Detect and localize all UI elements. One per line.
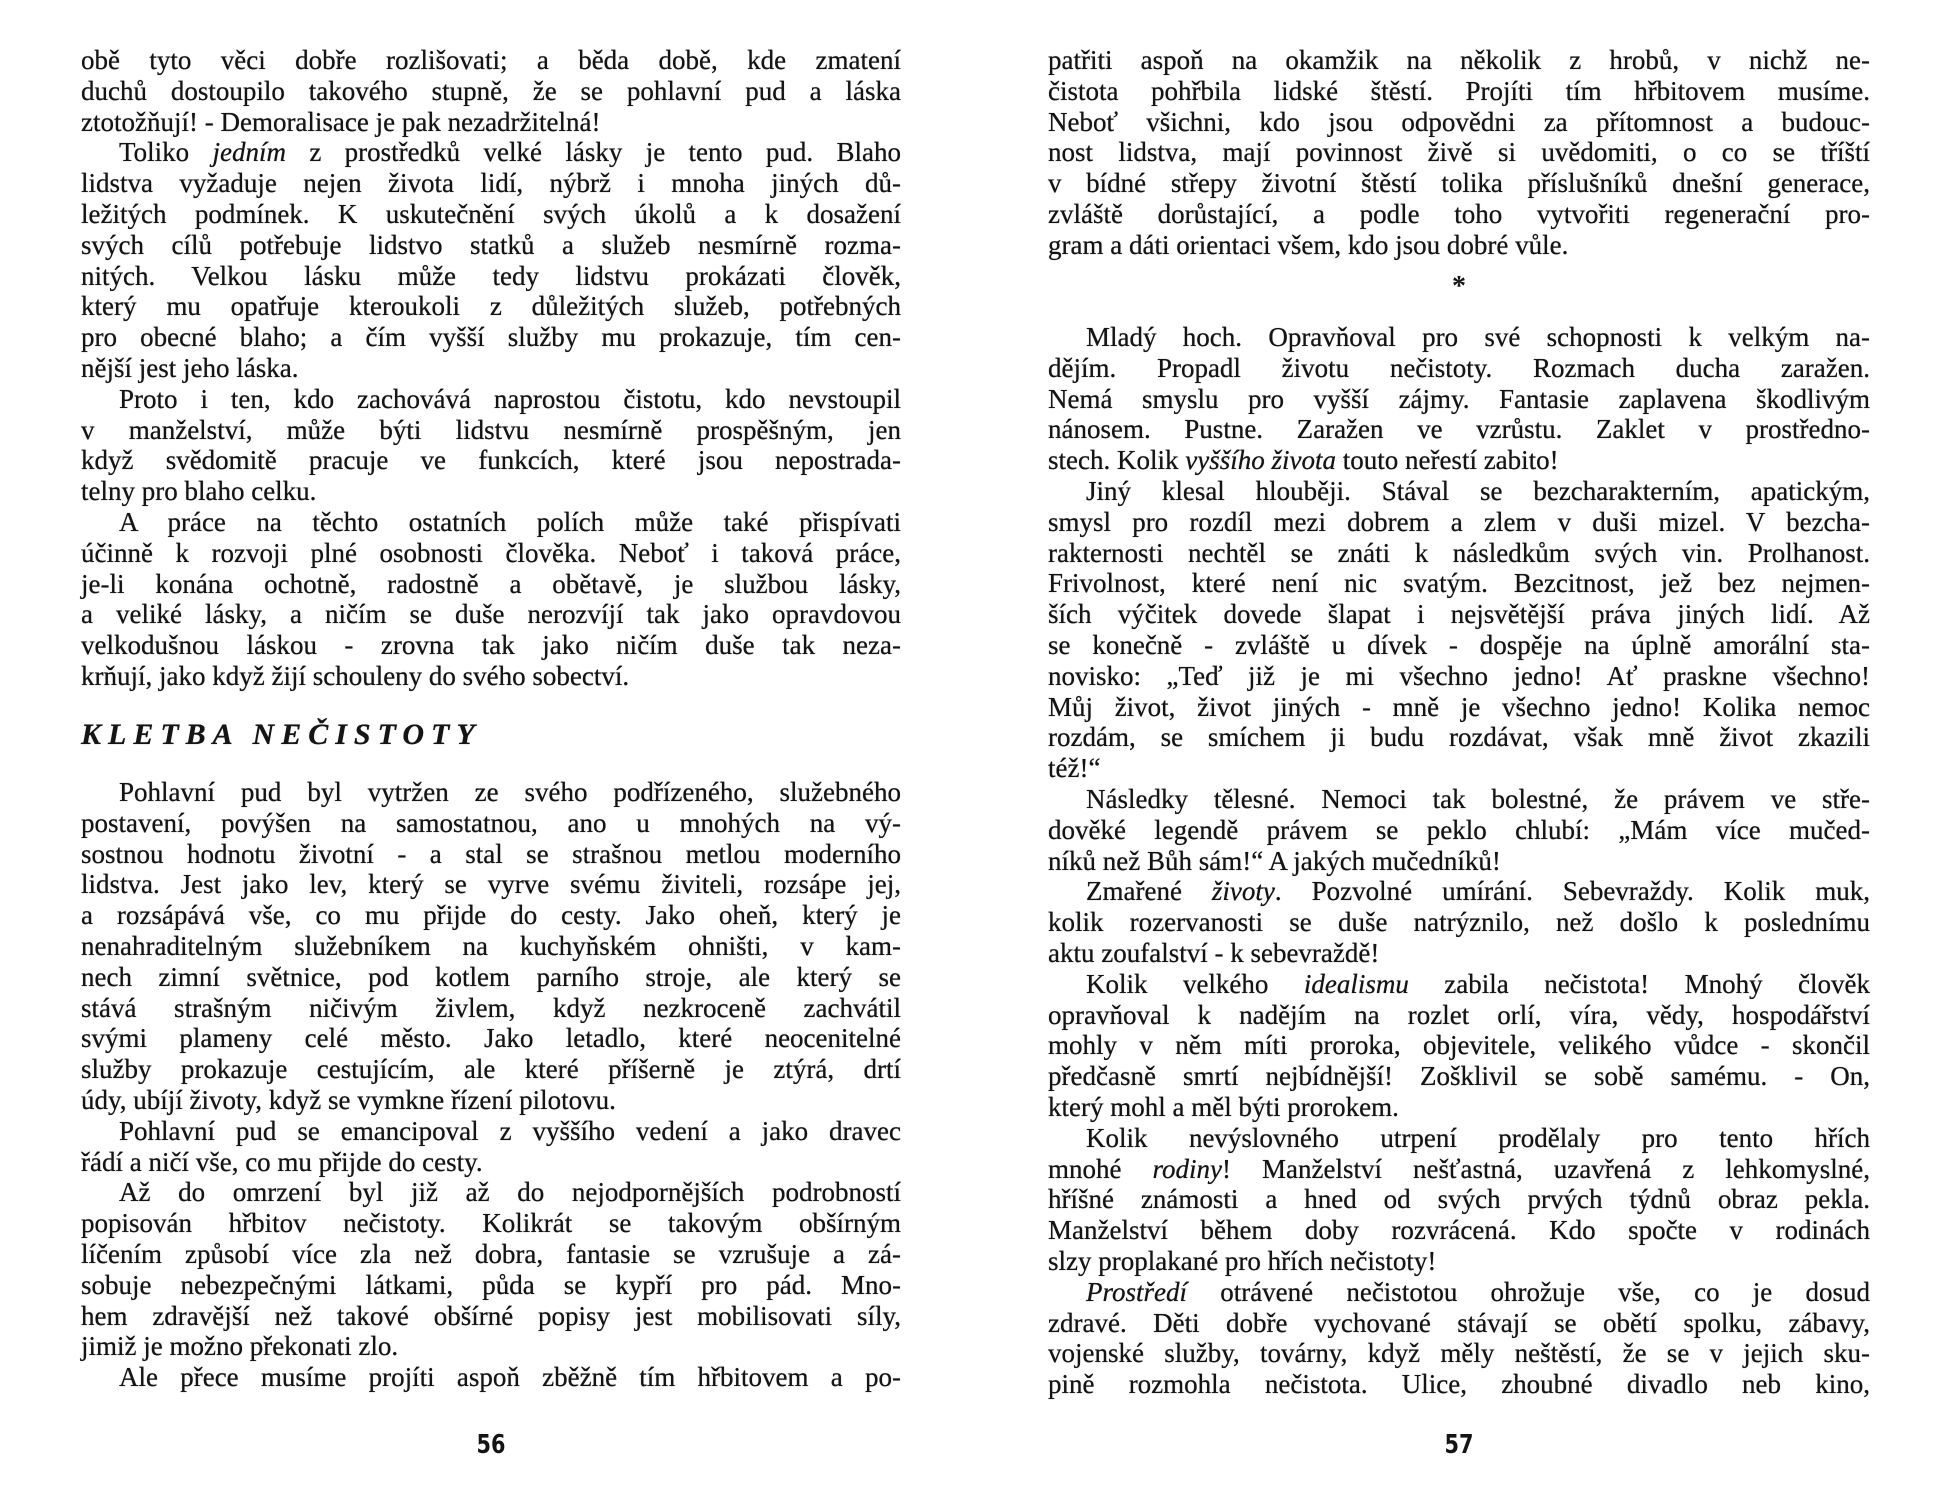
text-line: Následky tělesné. Nemoci tak bolestné, že právem ve stře- (1086, 783, 1870, 814)
text-line: je-li konána ochotně, radostně a obětavě, je službou lásky, (81, 568, 901, 599)
text-line: patřiti aspoň na okamžik na několik z hrobů, v nichž ne- (1048, 45, 1870, 75)
chapter-heading: KLETBA NEČISTOTY (81, 718, 482, 751)
text-line: postavení, povýšen na samostatnou, ano u mnohých na vý- (81, 807, 901, 838)
text-line: líčením způsobí více zla než dobra, fantasie se vzrušuje a zá- (81, 1238, 901, 1269)
text-line: služby prokazuje cestujícím, ale které příšerně je ztýrá, drtí (81, 1054, 901, 1085)
text-line: též!“ (1048, 753, 1101, 784)
text-block (81, 45, 901, 692)
text-line (1048, 876, 1870, 907)
text-segment: otrávené nečistotou ohrožuje vše, co je dosud (1187, 1276, 1870, 1307)
emphasized-text: rodiny (1152, 1153, 1223, 1184)
text-line: Můj život, život jiných - mně je všechno jedno! Kolika nemoc (1048, 691, 1870, 722)
text-line: telny pro blaho celku. (81, 476, 317, 507)
page-number: 56 (476, 1430, 506, 1460)
text-line: Nemá smyslu pro vyšší zájmy. Fantasie zaplavena škodlivým (1048, 383, 1870, 414)
text-line: a rozsápává vše, co mu přijde do cesty. Jako oheň, který je (81, 900, 901, 931)
text-line: ztotožňují! - Demoralisace je pak nezadržitelná! (81, 106, 601, 137)
text-line: A práce na těchto ostatních polích může také přispívati (119, 506, 901, 537)
text-line: v bídné střepy životní štěstí tolika příslušníků dnešní generace, (1048, 168, 1870, 199)
page-right (1048, 0, 1870, 1500)
text-line: zvláště dorůstající, a podle toho vytvořiti regenerační pro- (1048, 198, 1870, 229)
text-line: aktu zoufalství - k sebevraždě! (1048, 937, 1380, 968)
text-line: lidstva vyžaduje nejen života lidí, nýbrž i mnoha jiných dů- (81, 168, 901, 199)
text-line: smysl pro rozdíl mezi dobrem a zlem v duši mizel. V bezcha- (1048, 506, 1870, 537)
text-line: novisko: „Teď již je mi všechno jedno! Ať praskne všechno! (1048, 660, 1870, 691)
emphasized-text: Prostředí (1086, 1276, 1187, 1307)
text-line (1048, 969, 1870, 1000)
page-number: 57 (1444, 1430, 1474, 1460)
text-line: rakternosti nechtěl se znáti k následkům svých vin. Prolhanost. (1048, 537, 1870, 568)
text-line: Pohlavní pud se emancipoval z vyššího vedení a jako dravec (119, 1115, 901, 1146)
text-block (1048, 322, 1870, 1400)
text-line: Ale přece musíme projíti aspoň zběžně tím hřbitovem a po- (119, 1362, 901, 1393)
text-line: ležitých podmínek. K uskutečnění svých úkolů a k dosažení (81, 198, 901, 229)
text-line: nitých. Velkou lásku může tedy lidstvu prokázati člověk, (81, 260, 901, 291)
text-line: Neboť všichni, kdo jsou odpovědni za přítomnost a budouc- (1048, 106, 1870, 137)
text-line: údy, ubíjí životy, když se vymkne řízení pilotovu. (81, 1084, 616, 1115)
text-line (81, 137, 901, 168)
text-line: rozdám, se smíchem ji budu rozdávat, však mně život zkazili (1048, 722, 1870, 753)
text-line: řádí a ničí vše, co mu přijde do cesty. (81, 1146, 483, 1177)
text-line: ších výčitek dovede šlapat i nejsvětější práva jiných lidí. Až (1048, 599, 1870, 630)
text-line: níků než Bůh sám!“ A jakých mučedníků! (1048, 845, 1501, 876)
text-line: popisován hřbitov nečistoty. Kolikrát se takovým obšírným (81, 1208, 901, 1239)
text-line: obě tyto věci dobře rozlišovati; a běda době, kde zmatení (81, 45, 901, 75)
text-line: svými plameny celé město. Jako letadlo, které neocenitelné (81, 1023, 901, 1054)
text-line: se konečně - zvláště u dívek - dospěje na úplně amorální sta- (1048, 629, 1870, 660)
text-line: nenahraditelným služebníkem na kuchyňském ohništi, v kam- (81, 930, 901, 961)
text-segment: . Pozvolné umírání. Sebevraždy. Kolik muk, (1274, 876, 1870, 907)
text-line: velkodušnou láskou - zrovna tak jako ničím duše tak neza- (81, 630, 901, 661)
text-line: dějím. Propadl životu nečistoty. Rozmach ducha zaražen. (1048, 352, 1870, 383)
text-line: sostnou hodnotu životní - a stal se strašnou metlou moderního (81, 838, 901, 869)
text-line: když svědomitě pracuje ve funkcích, které jsou nepostrada- (81, 445, 901, 476)
text-line: nánosem. Pustne. Zaražen ve vzrůstu. Zaklet v prostředno- (1048, 414, 1870, 445)
text-line: dověké legendě právem se peklo chlubí: „Mám více mučed- (1048, 814, 1870, 845)
text-line: pině rozmohla nečistota. Ulice, zhoubné divadlo neb kino, (1048, 1369, 1870, 1400)
text-segment: Zmařené (1086, 876, 1212, 907)
text-segment: Kolik velkého (1086, 968, 1304, 999)
text-line: mohly v něm míti proroka, objevitele, velikého vůdce - skončil (1048, 1030, 1870, 1061)
text-line (1048, 445, 1870, 476)
text-segment: ! Manželství nešťastná, uzavřená z lehkomyslné, (1222, 1153, 1870, 1184)
text-line: krňují, jako když žijí schouleny do svého sobectví. (81, 660, 630, 691)
text-line: vojenské služby, továrny, když měly neštěstí, že se v jejich sku- (1048, 1338, 1870, 1369)
text-segment: mnohé (1048, 1153, 1153, 1184)
text-line: Manželství během doby rozvrácená. Kdo spočte v rodinách (1048, 1215, 1870, 1246)
text-line: hříšné známosti a hned od svých prvých týdnů obraz pekla. (1048, 1184, 1870, 1215)
emphasized-text: životy (1211, 876, 1275, 907)
text-line: nech zimní světnice, pod kotlem parního stroje, ale který se (81, 961, 901, 992)
text-line (1048, 1277, 1870, 1308)
text-line: slzy proplakané pro hřích nečistoty! (1048, 1245, 1437, 1276)
emphasized-text: jedním (212, 137, 286, 168)
text-line (1048, 1154, 1870, 1185)
text-segment: z prostředků velké lásky je tento pud. Blaho (285, 137, 901, 168)
text-block (81, 777, 901, 1393)
text-line: který mohl a měl býti prorokem. (1048, 1091, 1399, 1122)
text-segment: Toliko (119, 137, 213, 168)
text-line: nost lidstva, mají povinnost živě si uvědomiti, o co se tříští (1048, 137, 1870, 168)
text-line: sobuje nebezpečnými látkami, půda se kypří pro pád. Mno- (81, 1269, 901, 1300)
text-segment: zabila nečistota! Mnohý člověk (1408, 968, 1870, 999)
text-line: Kolik nevýslovného utrpení prodělaly pro tento hřích (1086, 1122, 1870, 1153)
text-line: který mu opatřuje kteroukoli z důležitých služeb, potřebných (81, 291, 901, 322)
text-line: nější jest jeho láska. (81, 352, 299, 383)
emphasized-text: idealismu (1303, 968, 1409, 999)
text-line: účinně k rozvoji plné osobnosti člověka. Neboť i taková práce, (81, 537, 901, 568)
text-line: jimiž je možno překonati zlo. (81, 1331, 399, 1362)
text-line: Pohlavní pud byl vytržen ze svého podřízeného, služebného (119, 777, 901, 807)
text-line: Mladý hoch. Opravňoval pro své schopnosti k velkým na- (1086, 322, 1870, 352)
page-left (81, 0, 901, 1500)
text-line: Jiný klesal hlouběji. Stával se bezcharakterním, apatickým, (1086, 475, 1870, 506)
text-line: kolik rozervanosti se duše natrýznilo, než došlo k poslednímu (1048, 907, 1870, 938)
text-line: stává strašným ničivým živlem, když nezkroceně zachvátil (81, 992, 901, 1023)
text-line: v manželství, může býti lidstvu nesmírně prospěšným, jen (81, 414, 901, 445)
text-line: Proto i ten, kdo zachovává naprostou čistotu, kdo nevstoupil (119, 383, 901, 414)
text-line: gram a dáti orientaci všem, kdo jsou dobré vůle. (1048, 229, 1569, 260)
text-line: pro obecné blaho; a čím vyšší služby mu prokazuje, tím cen- (81, 322, 901, 353)
text-segment: stech. Kolik (1048, 445, 1186, 476)
text-block (1048, 45, 1870, 261)
text-segment: touto neřestí zabito! (1335, 445, 1559, 476)
text-line: opravňoval k nadějím na rozlet orlí, víra, vědy, hospodářství (1048, 999, 1870, 1030)
text-line: čistota pohřbila lidské štěstí. Projíti tím hřbitovem musíme. (1048, 75, 1870, 106)
text-line: hem zdravější než takové obšírné popisy jest mobilisovati síly, (81, 1300, 901, 1331)
text-line: Frivolnost, které není nic svatým. Bezcitnost, jež bez nejmen- (1048, 568, 1870, 599)
section-separator: * (1452, 271, 1466, 302)
text-line: lidstva. Jest jako lev, který se vyrve svému živiteli, rozsápe jej, (81, 869, 901, 900)
text-line: zdravé. Děti dobře vychované stávají se obětí spolku, zábavy, (1048, 1307, 1870, 1338)
text-line: předčasně smrtí nejbídnější! Zošklivil se sobě samému. - On, (1048, 1061, 1870, 1092)
emphasized-text: vyššího života (1185, 445, 1336, 476)
text-line: svých cílů potřebuje lidstvo statků a služeb nesmírně rozma- (81, 229, 901, 260)
text-line: Až do omrzení byl již až do nejodpornějších podrobností (119, 1177, 901, 1208)
text-line: duchů dostoupilo takového stupně, že se pohlavní pud a láska (81, 75, 901, 106)
text-line: a veliké lásky, a ničím se duše nerozvíjí tak jako opravdovou (81, 599, 901, 630)
